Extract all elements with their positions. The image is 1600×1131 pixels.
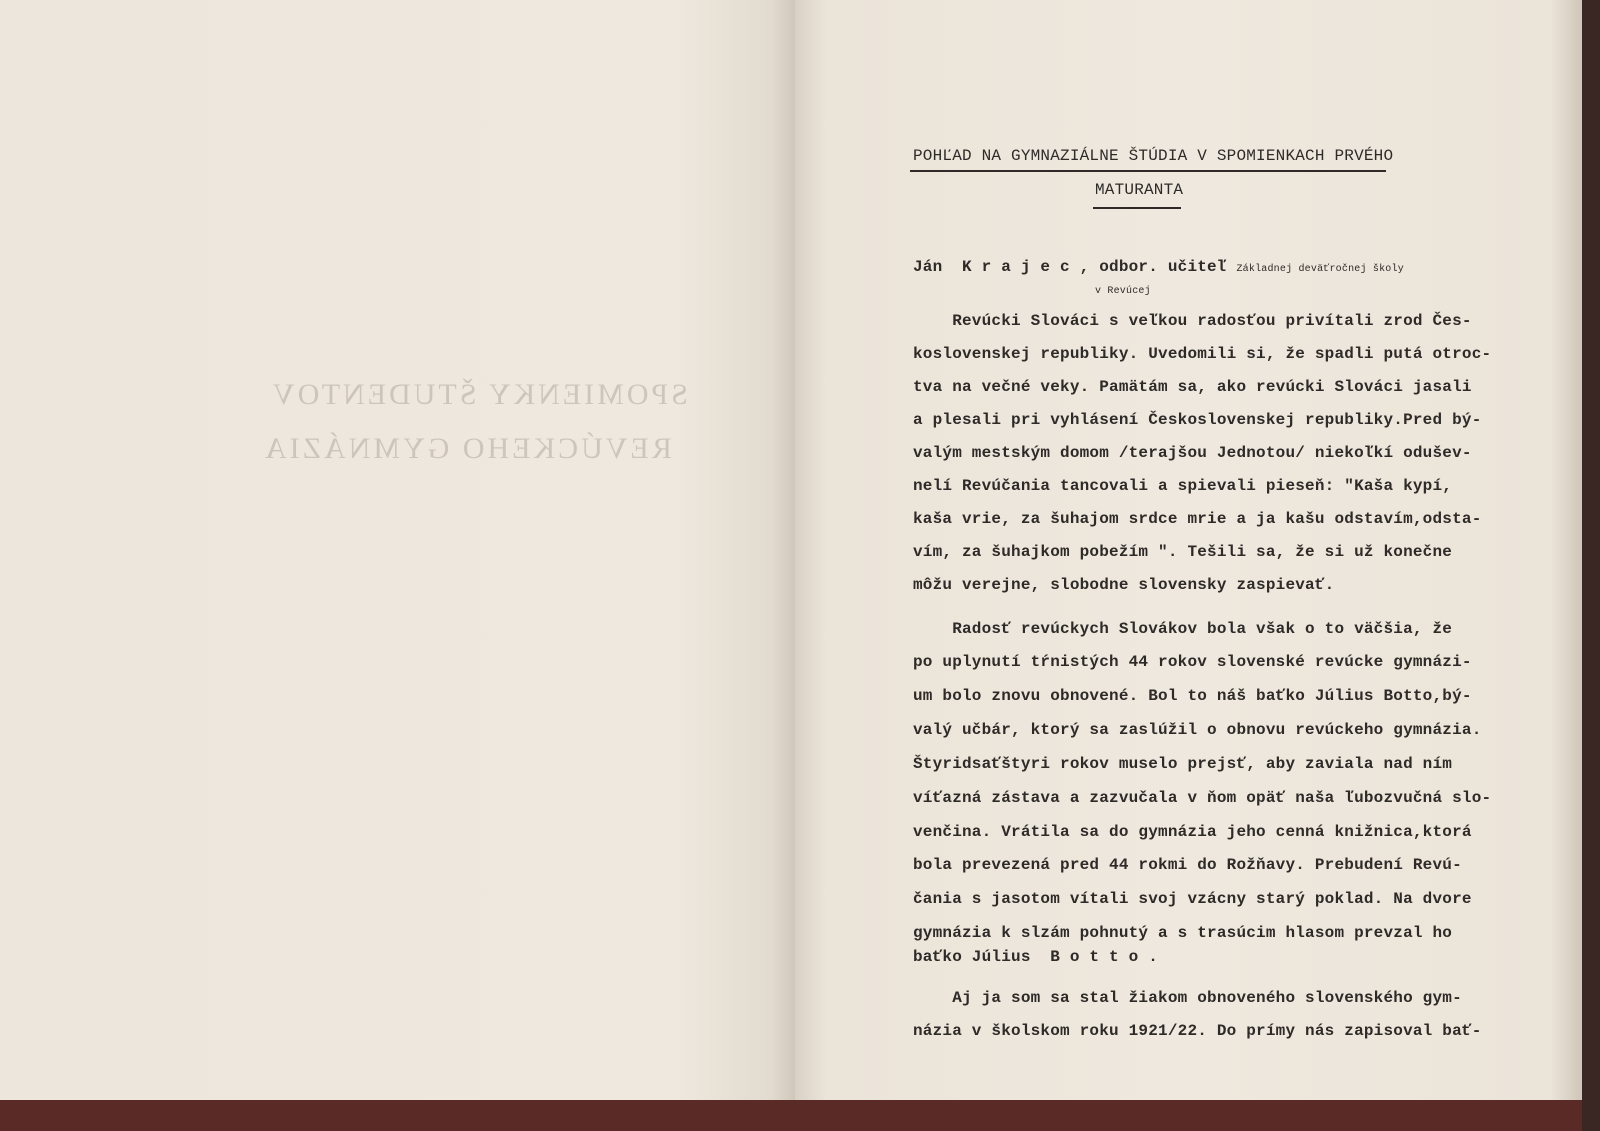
book-cover-edge: [0, 1100, 1600, 1131]
text-line: Revúcki Slováci s veľkou radosťou privítali zrod Čes-: [913, 312, 1472, 330]
text-line: víťazná zástava a zazvučala v ňom opäť naša ľubozvučná slo-: [913, 789, 1492, 807]
text-line: gymnázia k slzám pohnutý a s trasúcim hlasom prevzal ho: [913, 924, 1453, 942]
text-line: baťko Július B o t t o .: [913, 948, 1159, 966]
text-line: nelí Revúčania tancovali a spievali pieseň: "Kaša kypí,: [913, 477, 1453, 495]
text-line: Radosť revúckych Slovákov bola však o to väčšia, že: [913, 620, 1453, 638]
text-line: názia v školskom roku 1921/22. Do prímy nás zapisoval bať-: [913, 1022, 1482, 1040]
article-title-continued: MATURANTA: [1095, 181, 1184, 199]
text-line: a plesali pri vyhlásení Československej republiky.Pred bý-: [913, 411, 1482, 429]
text-line: venčina. Vrátila sa do gymnázia jeho cenná knižnica,ktorá: [913, 823, 1472, 841]
text-line: valým mestským domom /terajšou Jednotou/ niekoľkí odušev-: [913, 444, 1472, 462]
bleed-through-text: REVÚCKEHO GYMNÁZIA: [262, 432, 672, 465]
text-line: tva na večné veky. Pamätám sa, ako revúcki Slováci jasali: [913, 378, 1472, 396]
book-binding-edge: [1582, 0, 1600, 1131]
title-underline: [910, 170, 1386, 172]
text-line: valý učbár, ktorý sa zaslúžil o obnovu revúckeho gymnázia.: [913, 721, 1482, 739]
author-name: Ján K r a j e c , odbor. učiteľ: [913, 258, 1227, 276]
text-line: môžu verejne, slobodne slovensky zaspievať.: [913, 576, 1335, 594]
author-line: [913, 258, 1404, 276]
title-underline: [1093, 207, 1181, 209]
bleed-through-text: SPOMIENKY ŠTUDENTOV: [270, 378, 688, 411]
author-place: v Revúcej: [1095, 286, 1151, 297]
text-line: bola prevezená pred 44 rokmi do Rožňavy. Prebudení Revú-: [913, 856, 1462, 874]
left-page: [0, 0, 795, 1118]
text-line: Aj ja som sa stal žiakom obnoveného slovenského gym-: [913, 989, 1462, 1007]
article-title: POHĽAD NA GYMNAZIÁLNE ŠTÚDIA V SPOMIENKACH PRVÉHO: [913, 147, 1394, 165]
text-line: koslovenskej republiky. Uvedomili si, že spadli putá otroc-: [913, 345, 1492, 363]
text-line: Štyridsaťštyri rokov muselo prejsť, aby zaviala nad ním: [913, 755, 1453, 773]
text-line: čania s jasotom vítali svoj vzácny starý poklad. Na dvore: [913, 890, 1472, 908]
text-line: po uplynutí tŕnistých 44 rokov slovenské revúcke gymnázi-: [913, 653, 1472, 671]
text-line: um bolo znovu obnovené. Bol to náš baťko Július Botto,bý-: [913, 687, 1472, 705]
author-affiliation: Základnej deväťročnej školy: [1236, 264, 1404, 275]
text-line: kaša vrie, za šuhajom srdce mrie a ja kašu odstavím,odsta-: [913, 510, 1482, 528]
text-line: vím, za šuhajkom pobežím ". Tešili sa, že si už konečne: [913, 543, 1453, 561]
